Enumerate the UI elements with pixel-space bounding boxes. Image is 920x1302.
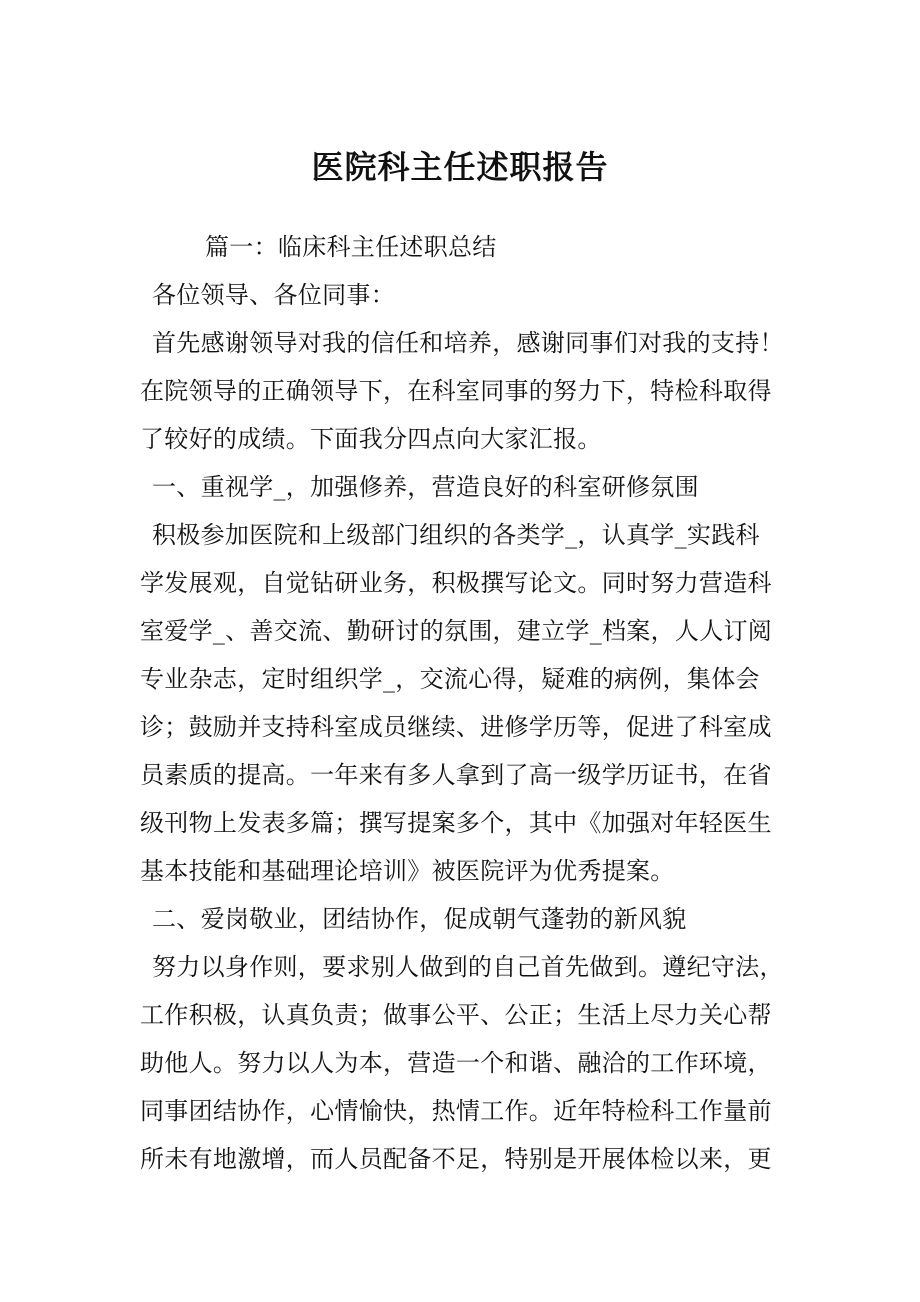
paragraph-line: 诊；鼓励并支持科室成员继续、进修学历等，促进了科室成 <box>140 713 772 741</box>
paragraph-line: 室爱学_、善交流、勤研讨的氛围，建立学_档案，人人订阅 <box>140 617 773 645</box>
subsection-heading: 二、爱岗敬业，团结协作，促成朝气蓬勃的新风貌 <box>152 905 687 933</box>
paragraph-line: 专业杂志，定时组织学_，交流心得，疑难的病例，集体会 <box>140 665 760 693</box>
paragraph-line: 员素质的提高。一年来有多人拿到了高一级学历证书，在省 <box>140 761 772 789</box>
document-title: 医院科主任述职报告 <box>311 148 609 186</box>
paragraph-line: 同事团结协作，心情愉快，热情工作。近年特检科工作量前 <box>140 1097 772 1125</box>
paragraph-line: 了较好的成绩。下面我分四点向大家汇报。 <box>140 425 602 453</box>
paragraph-line: 学发展观，自觉钻研业务，积极撰写论文。同时努力营造科 <box>140 569 772 597</box>
paragraph-line: 级刊物上发表多篇；撰写提案多个，其中《加强对年轻医生 <box>140 809 772 837</box>
paragraph-line: 积极参加医院和上级部门组织的各类学_，认真学_实践科 <box>152 521 760 549</box>
paragraph-line: 努力以身作则，要求别人做到的自己首先做到。遵纪守法， <box>152 953 784 981</box>
section-heading: 篇一：临床科主任述职总结 <box>205 233 497 261</box>
paragraph-line: 所未有地激增，而人员配备不足，特别是开展体检以来，更 <box>140 1145 772 1173</box>
paragraph-line: 助他人。努力以人为本，营造一个和谐、融洽的工作环境， <box>140 1049 772 1077</box>
paragraph-line: 首先感谢领导对我的信任和培养，感谢同事们对我的支持！ <box>152 329 784 357</box>
subsection-heading: 一、重视学_，加强修养，营造良好的科室研修氛围 <box>152 473 699 501</box>
salutation: 各位领导、各位同事： <box>152 281 395 309</box>
paragraph-line: 基本技能和基础理论培训》被医院评为优秀提案。 <box>140 857 675 885</box>
paragraph-line: 工作积极，认真负责；做事公平、公正；生活上尽力关心帮 <box>140 1001 772 1029</box>
paragraph-line: 在院领导的正确领导下，在科室同事的努力下，特检科取得 <box>140 377 772 405</box>
